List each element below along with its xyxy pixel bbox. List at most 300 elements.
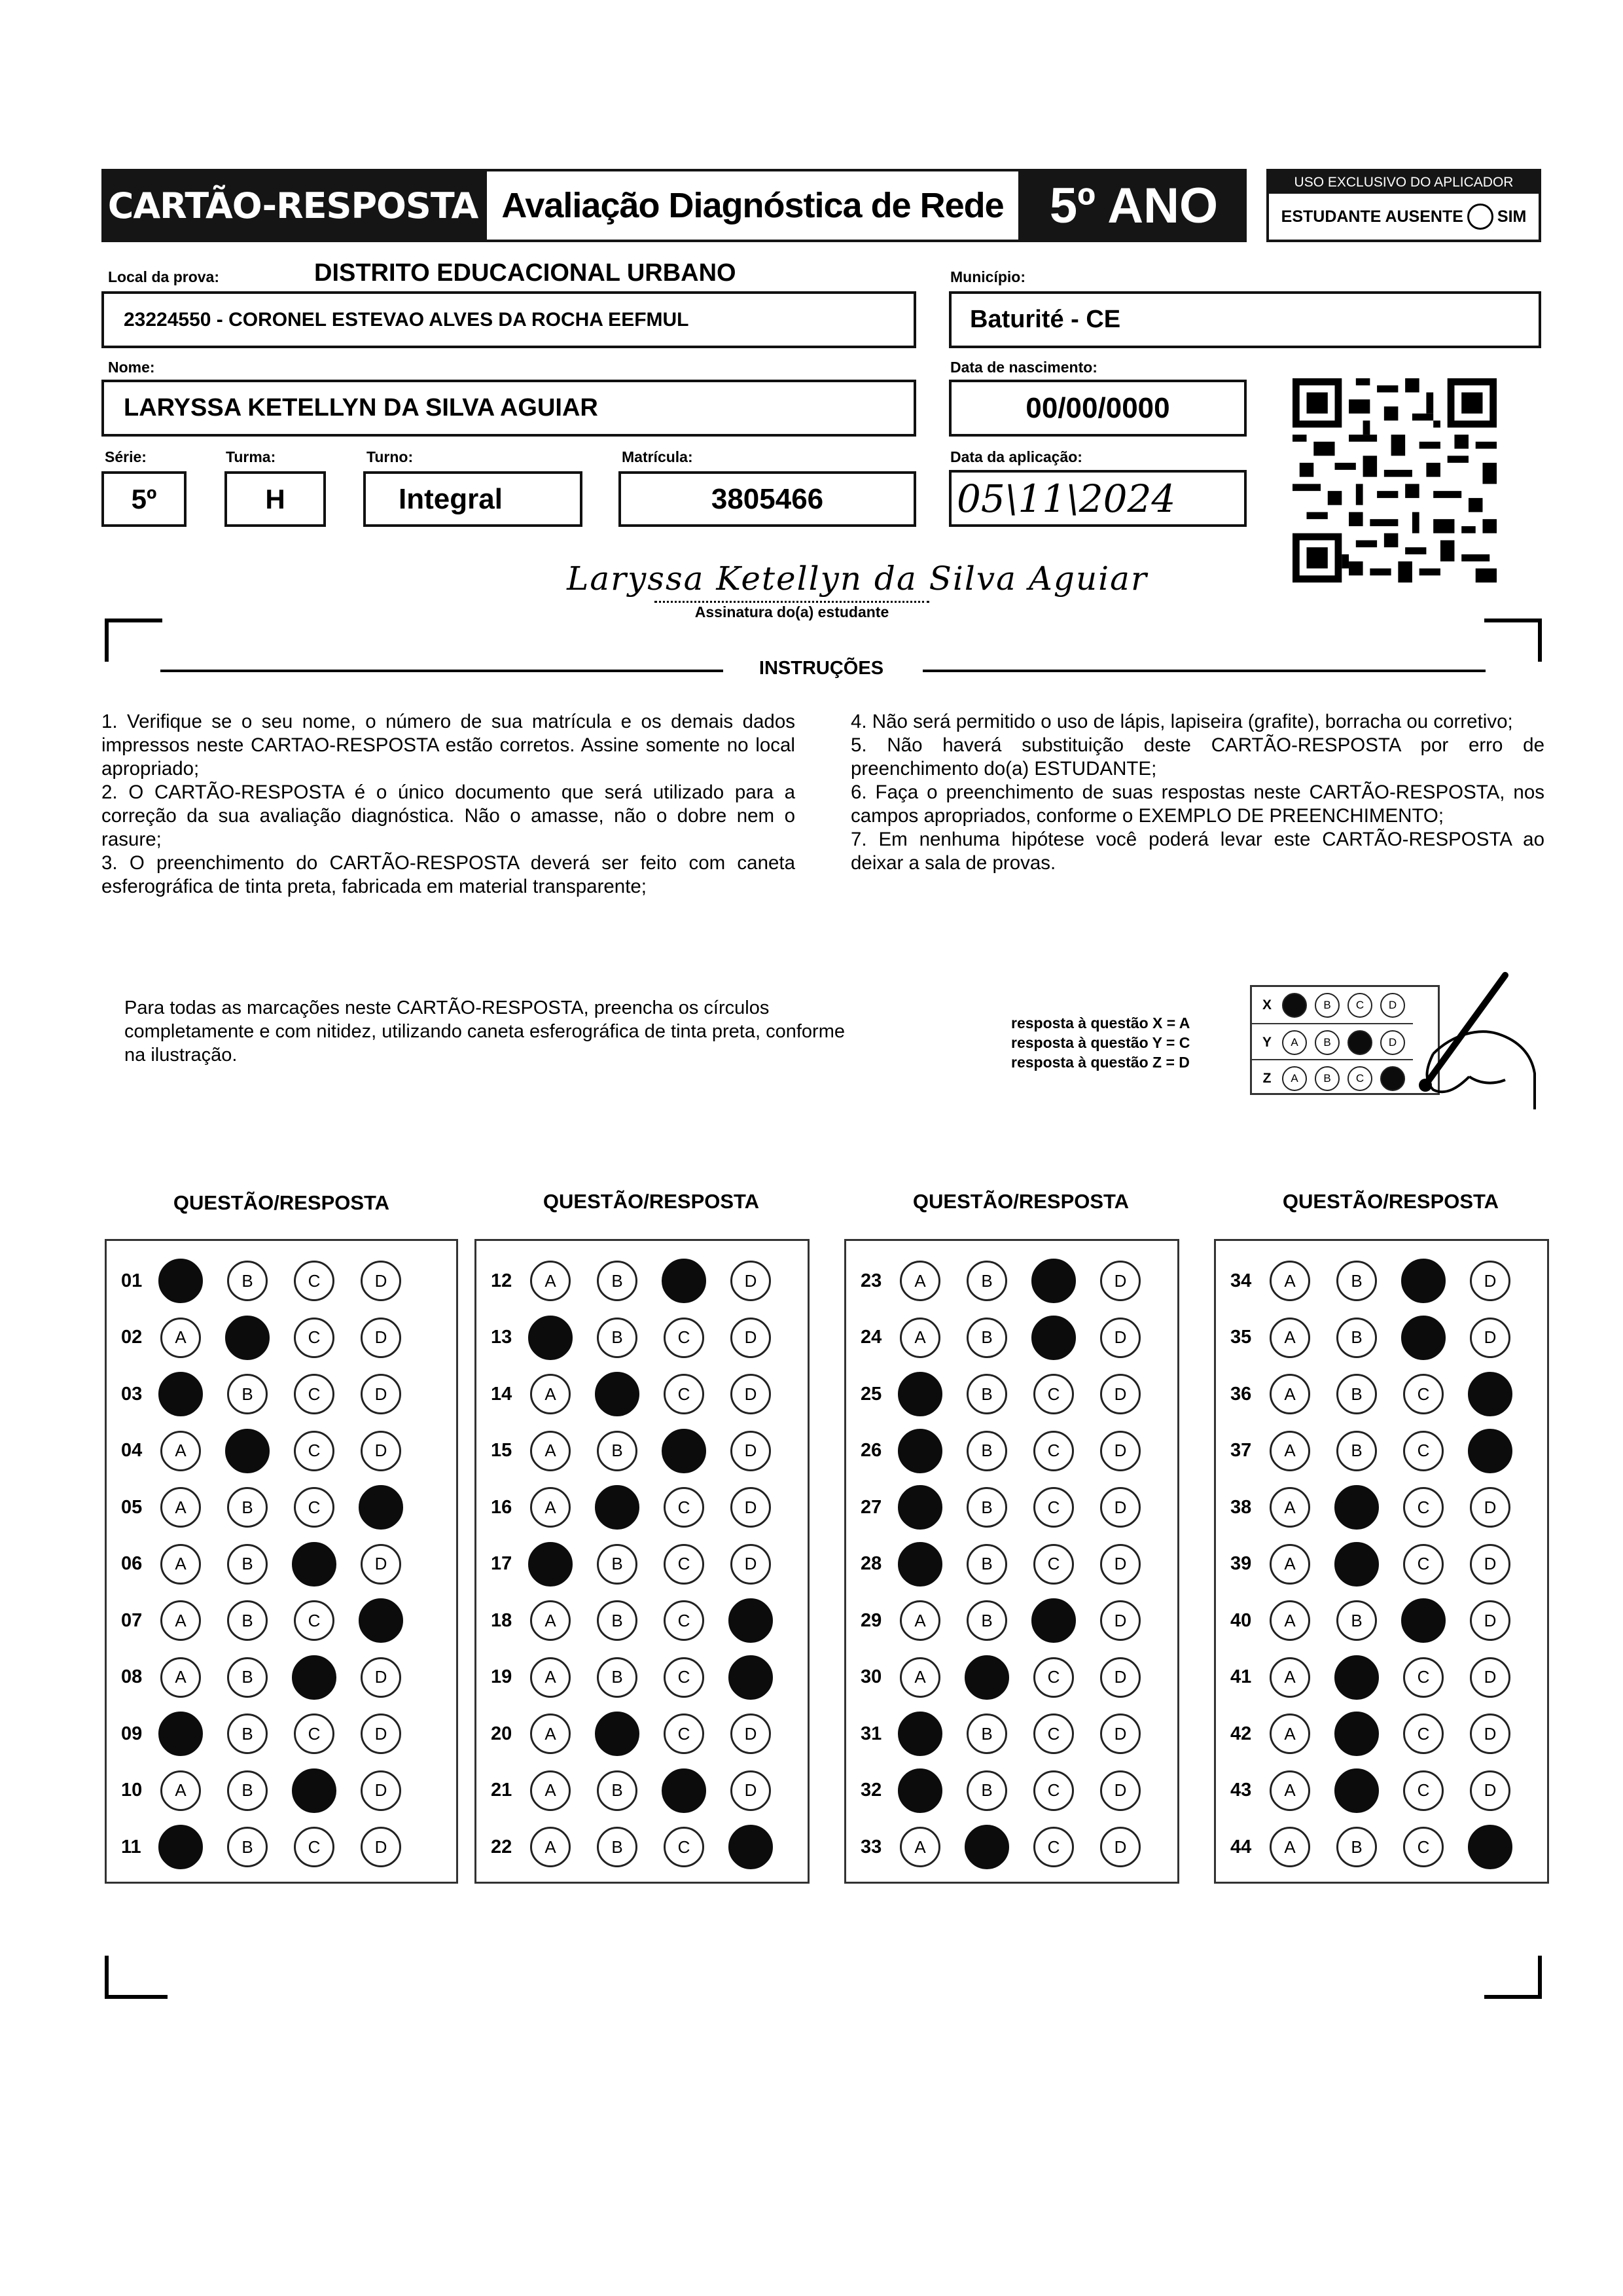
aplicacao-field[interactable] (949, 470, 1247, 527)
example-row (1252, 1023, 1413, 1061)
answer-bubble-c[interactable]: C (664, 1713, 704, 1754)
question-number: 16 (491, 1496, 512, 1518)
question-number: 19 (491, 1666, 512, 1687)
instructions-rule-right (923, 670, 1486, 672)
answer-bubble-b[interactable]: B (227, 1657, 268, 1698)
answer-bubble-c[interactable] (1031, 1598, 1076, 1643)
answer-bubble-c[interactable]: C (294, 1318, 334, 1358)
answer-bubble-a[interactable] (898, 1542, 942, 1587)
answer-bubble-c[interactable]: C (664, 1600, 704, 1641)
nascimento-value: 00/00/0000 (1026, 391, 1170, 424)
answer-bubble-d[interactable]: D (730, 1713, 771, 1754)
answer-row (1216, 1479, 1537, 1535)
answer-bubble-c[interactable]: C (664, 1544, 704, 1585)
question-number: 38 (1230, 1496, 1252, 1518)
answer-bubble-c[interactable] (662, 1259, 706, 1303)
answer-bubble-b[interactable]: B (227, 1261, 268, 1301)
instruction-item: 3. O preenchimento do CARTÃO-RESPOSTA deverá ser feito com caneta esferográfica de tinta preta, fabricada em material transparente; (101, 852, 795, 897)
question-number: 21 (491, 1780, 512, 1801)
answer-row (846, 1366, 1167, 1422)
answer-bubble-c[interactable]: C (1033, 1374, 1074, 1414)
answer-bubble-a[interactable]: A (1270, 1600, 1310, 1641)
serie-field[interactable] (101, 471, 187, 527)
answer-bubble-b[interactable]: B (597, 1827, 637, 1867)
answer-bubble-d[interactable] (1468, 1429, 1512, 1473)
answer-bubble-d[interactable] (1468, 1825, 1512, 1869)
answer-bubble-d[interactable]: D (361, 1374, 401, 1414)
answer-bubble-a[interactable]: A (530, 1487, 571, 1528)
answer-row (1216, 1423, 1537, 1479)
question-number: 09 (121, 1723, 143, 1744)
answer-bubble-a[interactable] (898, 1712, 942, 1756)
answer-bubble-a[interactable] (528, 1316, 573, 1360)
answer-bubble-d[interactable]: D (1470, 1487, 1510, 1528)
example-bubble-c (1347, 1030, 1372, 1055)
answer-row (1216, 1253, 1537, 1309)
answer-row (107, 1592, 427, 1649)
answer-bubble-b[interactable]: B (967, 1431, 1007, 1471)
answer-bubble-b[interactable]: B (1336, 1261, 1377, 1301)
answer-row (107, 1253, 427, 1309)
answer-row (107, 1763, 427, 1819)
answer-bubble-c[interactable] (662, 1429, 706, 1473)
answer-bubble-a[interactable]: A (530, 1657, 571, 1698)
question-number: 13 (491, 1327, 512, 1348)
answer-bubble-b[interactable]: B (597, 1657, 637, 1698)
answer-bubble-b[interactable]: B (967, 1770, 1007, 1811)
answer-bubble-c[interactable]: C (294, 1827, 334, 1867)
answer-panel-4 (1214, 1239, 1549, 1884)
answer-bubble-c[interactable] (1031, 1259, 1076, 1303)
answer-bubble-d[interactable]: D (361, 1827, 401, 1867)
question-number: 24 (861, 1327, 882, 1348)
answer-bubble-c[interactable]: C (294, 1431, 334, 1471)
answer-bubble-d[interactable]: D (1470, 1318, 1510, 1358)
answer-bubble-c[interactable] (292, 1542, 336, 1587)
answer-bubble-c[interactable]: C (1033, 1431, 1074, 1471)
answer-bubble-c[interactable]: C (1403, 1487, 1444, 1528)
answer-bubble-c[interactable]: C (1033, 1487, 1074, 1528)
instruction-item: 4. Não será permitido o uso de lápis, lapiseira (grafite), borracha ou corretivo; (851, 711, 1513, 732)
answer-bubble-a[interactable]: A (160, 1318, 201, 1358)
answer-bubble-b[interactable] (595, 1372, 639, 1416)
answer-bubble-b[interactable]: B (967, 1544, 1007, 1585)
answer-bubble-d[interactable]: D (1100, 1600, 1141, 1641)
answer-bubble-b[interactable]: B (1336, 1827, 1377, 1867)
question-number: 28 (861, 1553, 882, 1574)
answer-bubble-c[interactable]: C (1403, 1431, 1444, 1471)
answer-bubble-c[interactable]: C (294, 1487, 334, 1528)
fill-note: Para todas as marcações neste CARTÃO-RESPOSTA, preencha os círculos completamente e com nitidez, utilizando caneta esferográfica de tinta preta, conforme na ilustração. (124, 997, 845, 1066)
answer-bubble-b[interactable]: B (967, 1600, 1007, 1641)
answer-bubble-b[interactable] (1334, 1485, 1379, 1530)
answer-bubble-b[interactable] (1334, 1712, 1379, 1756)
answer-bubble-d[interactable]: D (1470, 1600, 1510, 1641)
answer-bubble-b[interactable]: B (227, 1544, 268, 1585)
school-field[interactable] (101, 291, 916, 348)
answer-bubble-c[interactable] (292, 1655, 336, 1700)
answer-bubble-c[interactable] (1401, 1598, 1446, 1643)
answer-bubble-a[interactable] (528, 1542, 573, 1587)
answer-bubble-c[interactable]: C (664, 1827, 704, 1867)
answer-bubble-a[interactable]: A (530, 1261, 571, 1301)
answer-bubble-a[interactable]: A (160, 1657, 201, 1698)
answer-bubble-b[interactable]: B (227, 1600, 268, 1641)
answer-bubble-b[interactable]: B (1336, 1318, 1377, 1358)
answer-bubble-a[interactable]: A (530, 1713, 571, 1754)
question-number: 15 (491, 1440, 512, 1461)
answer-row (107, 1310, 427, 1366)
answer-bubble-b[interactable]: B (597, 1431, 637, 1471)
answer-row (1216, 1763, 1537, 1819)
answer-row (1216, 1366, 1537, 1422)
section-title: QUESTÃO/RESPOSTA (543, 1190, 760, 1213)
answer-bubble-d[interactable]: D (730, 1431, 771, 1471)
answer-bubble-b[interactable]: B (227, 1770, 268, 1811)
question-number: 44 (1230, 1836, 1252, 1857)
answer-panel-1 (105, 1239, 458, 1884)
instructions-left (101, 710, 795, 899)
answer-bubble-a[interactable] (158, 1259, 203, 1303)
question-number: 10 (121, 1780, 143, 1801)
instruction-item: 1. Verifique se o seu nome, o número de sua matrícula e os demais dados impressos neste CARTAO-RESPOSTA estão corretos. Assine somente no local apropriado; (101, 711, 795, 780)
question-number: 17 (491, 1553, 512, 1574)
example-line: resposta à questão X = A (1011, 1014, 1190, 1031)
answer-bubble-c[interactable]: C (1403, 1374, 1444, 1414)
answer-bubble-b[interactable]: B (227, 1487, 268, 1528)
answer-row (476, 1536, 797, 1592)
answer-row (476, 1366, 797, 1422)
answer-row (476, 1423, 797, 1479)
question-number: 25 (861, 1383, 882, 1405)
answer-row (476, 1310, 797, 1366)
answer-bubble-d[interactable]: D (1100, 1487, 1141, 1528)
answer-bubble-c[interactable] (292, 1768, 336, 1813)
example-row (1252, 987, 1413, 1024)
answer-bubble-b[interactable]: B (967, 1487, 1007, 1528)
answer-bubble-c[interactable]: C (294, 1261, 334, 1301)
answer-bubble-c[interactable]: C (1033, 1770, 1074, 1811)
answer-bubble-c[interactable]: C (294, 1713, 334, 1754)
answer-bubble-a[interactable]: A (1270, 1713, 1310, 1754)
answer-bubble-b[interactable]: B (597, 1770, 637, 1811)
question-number: 42 (1230, 1723, 1252, 1744)
answer-row (107, 1536, 427, 1592)
answer-bubble-a[interactable]: A (1270, 1431, 1310, 1471)
answer-row (846, 1763, 1167, 1819)
answer-bubble-a[interactable] (158, 1372, 203, 1416)
answer-bubble-a[interactable]: A (530, 1431, 571, 1471)
answer-bubble-a[interactable] (898, 1768, 942, 1813)
answer-bubble-a[interactable]: A (160, 1600, 201, 1641)
example-row (1252, 1059, 1413, 1097)
answer-bubble-a[interactable] (898, 1429, 942, 1473)
answer-bubble-c[interactable]: C (1403, 1544, 1444, 1585)
answer-bubble-d[interactable]: D (1100, 1713, 1141, 1754)
answer-bubble-a[interactable]: A (1270, 1827, 1310, 1867)
answer-row (1216, 1592, 1537, 1649)
answer-bubble-c[interactable]: C (664, 1374, 704, 1414)
answer-bubble-a[interactable]: A (160, 1770, 201, 1811)
answer-row (107, 1819, 427, 1875)
question-number: 30 (861, 1666, 882, 1687)
answer-row (1216, 1706, 1537, 1762)
answer-bubble-d[interactable]: D (1100, 1544, 1141, 1585)
answer-bubble-a[interactable]: A (1270, 1374, 1310, 1414)
answer-bubble-d[interactable]: D (730, 1487, 771, 1528)
answer-bubble-c[interactable]: C (1033, 1544, 1074, 1585)
answer-bubble-d[interactable] (359, 1598, 403, 1643)
answer-bubble-c[interactable]: C (1403, 1770, 1444, 1811)
answer-bubble-b[interactable]: B (597, 1544, 637, 1585)
answer-bubble-b[interactable] (1334, 1542, 1379, 1587)
answer-bubble-b[interactable] (595, 1485, 639, 1530)
answer-bubble-a[interactable]: A (900, 1657, 940, 1698)
question-number: 26 (861, 1440, 882, 1461)
answer-bubble-a[interactable] (898, 1372, 942, 1416)
municipio-field[interactable] (949, 291, 1541, 348)
answer-row (846, 1706, 1167, 1762)
question-number: 20 (491, 1723, 512, 1744)
answer-bubble-a[interactable]: A (1270, 1318, 1310, 1358)
answer-bubble-c[interactable]: C (1403, 1713, 1444, 1754)
answer-bubble-b[interactable]: B (1336, 1374, 1377, 1414)
answer-bubble-a[interactable] (898, 1485, 942, 1530)
answer-bubble-b[interactable]: B (967, 1261, 1007, 1301)
answer-bubble-d[interactable]: D (1100, 1770, 1141, 1811)
answer-row (1216, 1819, 1537, 1875)
answer-row (846, 1592, 1167, 1649)
answer-row (846, 1479, 1167, 1535)
answer-bubble-d[interactable]: D (361, 1657, 401, 1698)
answer-bubble-d[interactable]: D (1100, 1318, 1141, 1358)
answer-bubble-b[interactable]: B (597, 1600, 637, 1641)
answer-bubble-c[interactable]: C (1403, 1827, 1444, 1867)
municipio-label: Município: (950, 268, 1026, 285)
answer-bubble-c[interactable]: C (664, 1487, 704, 1528)
matricula-field[interactable] (618, 471, 916, 527)
answer-bubble-a[interactable] (158, 1825, 203, 1869)
answer-panel-3 (844, 1239, 1179, 1884)
question-number: 41 (1230, 1666, 1252, 1687)
example-row-label: Y (1262, 1035, 1272, 1050)
answer-bubble-a[interactable]: A (900, 1827, 940, 1867)
turma-label: Turma: (226, 448, 276, 465)
instruction-item: 6. Faça o preenchimento de suas respostas neste CARTÃO-RESPOSTA, nos campos apropriados, conforme o EXEMPLO DE PREENCHIMENTO; (851, 781, 1544, 827)
question-number: 37 (1230, 1440, 1252, 1461)
example-bubble-c: C (1347, 993, 1372, 1018)
nascimento-label: Data de nascimento: (950, 359, 1097, 376)
answer-bubble-b[interactable] (225, 1316, 270, 1360)
answer-row (107, 1423, 427, 1479)
answer-bubble-d[interactable] (728, 1598, 773, 1643)
answer-bubble-a[interactable] (158, 1712, 203, 1756)
example-bubble-a (1282, 993, 1307, 1018)
answer-bubble-a[interactable]: A (530, 1600, 571, 1641)
local-value: DISTRITO EDUCACIONAL URBANO (314, 259, 736, 287)
answer-bubble-d[interactable]: D (361, 1544, 401, 1585)
answer-bubble-d[interactable] (728, 1655, 773, 1700)
answer-row (476, 1592, 797, 1649)
answer-bubble-d[interactable] (1468, 1372, 1512, 1416)
example-row-label: X (1262, 997, 1272, 1013)
answer-bubble-b[interactable]: B (227, 1374, 268, 1414)
answer-bubble-d[interactable]: D (361, 1318, 401, 1358)
answer-bubble-d[interactable]: D (730, 1374, 771, 1414)
question-number: 27 (861, 1496, 882, 1518)
answer-row (107, 1649, 427, 1706)
instructions-right (851, 710, 1544, 875)
turma-field[interactable] (224, 471, 326, 527)
answer-bubble-d[interactable]: D (1470, 1261, 1510, 1301)
instruction-item: 7. Em nenhuma hipótese você poderá levar este CARTÃO-RESPOSTA ao deixar a sala de provas. (851, 829, 1544, 874)
answer-bubble-d[interactable]: D (730, 1318, 771, 1358)
answer-bubble-c[interactable] (1031, 1316, 1076, 1360)
example-bubble-d (1380, 1066, 1405, 1091)
answer-bubble-c[interactable]: C (664, 1318, 704, 1358)
answer-bubble-a[interactable]: A (900, 1600, 940, 1641)
answer-bubble-b[interactable]: B (967, 1318, 1007, 1358)
answer-bubble-a[interactable]: A (1270, 1657, 1310, 1698)
answer-bubble-c[interactable]: C (1033, 1827, 1074, 1867)
answer-bubble-b[interactable] (965, 1825, 1009, 1869)
corner-mark-top-left (105, 619, 162, 662)
question-number: 33 (861, 1836, 882, 1857)
answer-bubble-d[interactable]: D (1100, 1431, 1141, 1471)
answer-bubble-b[interactable]: B (967, 1713, 1007, 1754)
answer-bubble-b[interactable] (965, 1655, 1009, 1700)
answer-bubble-a[interactable]: A (160, 1544, 201, 1585)
section-title: QUESTÃO/RESPOSTA (173, 1191, 390, 1214)
matricula-label: Matrícula: (622, 448, 693, 465)
answer-bubble-d[interactable]: D (361, 1261, 401, 1301)
serie-value: 5º (131, 483, 157, 514)
answer-row (846, 1423, 1167, 1479)
section-title: QUESTÃO/RESPOSTA (912, 1190, 1130, 1213)
grade-title: 5º ANO (1021, 169, 1247, 242)
answer-bubble-a[interactable]: A (1270, 1770, 1310, 1811)
answer-row (1216, 1310, 1537, 1366)
turno-label: Turno: (366, 448, 414, 465)
answer-bubble-a[interactable]: A (530, 1770, 571, 1811)
answer-bubble-b[interactable]: B (597, 1318, 637, 1358)
answer-bubble-a[interactable]: A (900, 1318, 940, 1358)
question-number: 01 (121, 1270, 143, 1291)
answer-bubble-b[interactable]: B (967, 1374, 1007, 1414)
answer-bubble-d[interactable]: D (1470, 1770, 1510, 1811)
answer-bubble-d[interactable]: D (1100, 1827, 1141, 1867)
matricula-value: 3805466 (711, 482, 824, 515)
example-row-label: Z (1262, 1071, 1272, 1086)
answer-bubble-d[interactable]: D (1100, 1261, 1141, 1301)
answer-bubble-d[interactable]: D (1470, 1713, 1510, 1754)
applicator-box (1266, 169, 1541, 242)
local-label: Local da prova: (108, 268, 219, 285)
answer-bubble-c[interactable]: C (664, 1657, 704, 1698)
answer-bubble-a[interactable]: A (530, 1827, 571, 1867)
answer-bubble-d[interactable]: D (730, 1770, 771, 1811)
answer-bubble-d[interactable]: D (361, 1770, 401, 1811)
answer-row (476, 1649, 797, 1706)
question-number: 36 (1230, 1383, 1252, 1405)
answer-bubble-b[interactable] (1334, 1768, 1379, 1813)
answer-row (846, 1536, 1167, 1592)
question-number: 18 (491, 1609, 512, 1631)
answer-bubble-b[interactable]: B (1336, 1431, 1377, 1471)
answer-bubble-a[interactable]: A (160, 1487, 201, 1528)
answer-bubble-a[interactable]: A (1270, 1261, 1310, 1301)
answer-bubble-b[interactable]: B (1336, 1600, 1377, 1641)
serie-label: Série: (105, 448, 147, 465)
answer-bubble-d[interactable]: D (1470, 1544, 1510, 1585)
answer-bubble-d[interactable]: D (1100, 1657, 1141, 1698)
answer-bubble-b[interactable] (595, 1712, 639, 1756)
answer-bubble-a[interactable]: A (900, 1261, 940, 1301)
instructions-rule-left (160, 670, 723, 672)
instruction-item: 5. Não haverá substituição deste CARTÃO-RESPOSTA por erro de preenchimento do(a) ESTUDANTE; (851, 734, 1544, 780)
answer-bubble-b[interactable]: B (227, 1713, 268, 1754)
answer-row (107, 1706, 427, 1762)
answer-bubble-b[interactable]: B (597, 1261, 637, 1301)
answer-bubble-a[interactable]: A (1270, 1544, 1310, 1585)
nome-field[interactable] (101, 380, 916, 437)
answer-bubble-d[interactable]: D (730, 1544, 771, 1585)
question-number: 07 (121, 1609, 143, 1631)
turno-value: Integral (399, 482, 503, 515)
answer-bubble-d[interactable]: D (730, 1261, 771, 1301)
section-title: QUESTÃO/RESPOSTA (1282, 1190, 1499, 1213)
answer-bubble-b[interactable] (1334, 1655, 1379, 1700)
question-number: 04 (121, 1440, 143, 1461)
answer-bubble-d[interactable]: D (361, 1431, 401, 1471)
question-number: 05 (121, 1496, 143, 1518)
answer-bubble-c[interactable] (1401, 1259, 1446, 1303)
answer-bubble-c[interactable]: C (294, 1374, 334, 1414)
answer-bubble-c[interactable]: C (1033, 1657, 1074, 1698)
answer-bubble-a[interactable]: A (1270, 1487, 1310, 1528)
absent-checkbox[interactable] (1467, 204, 1493, 230)
answer-row (107, 1479, 427, 1535)
nascimento-field[interactable] (949, 380, 1247, 437)
answer-bubble-b[interactable] (225, 1429, 270, 1473)
answer-bubble-a[interactable]: A (160, 1431, 201, 1471)
absent-yes-label: SIM (1497, 207, 1527, 226)
question-number: 32 (861, 1780, 882, 1801)
turno-field[interactable] (363, 471, 582, 527)
question-number: 40 (1230, 1609, 1252, 1631)
answer-bubble-d[interactable]: D (361, 1713, 401, 1754)
answer-bubble-c[interactable] (662, 1768, 706, 1813)
answer-bubble-b[interactable]: B (227, 1827, 268, 1867)
nome-label: Nome: (108, 359, 155, 376)
answer-bubble-c[interactable]: C (1403, 1657, 1444, 1698)
answer-bubble-d[interactable]: D (1100, 1374, 1141, 1414)
answer-bubble-d[interactable]: D (1470, 1657, 1510, 1698)
answer-bubble-d[interactable] (728, 1825, 773, 1869)
answer-bubble-c[interactable]: C (1033, 1713, 1074, 1754)
answer-bubble-d[interactable] (359, 1485, 403, 1530)
question-number: 31 (861, 1723, 882, 1744)
signature: Laryssa Ketellyn da Silva Aguiar (567, 560, 1148, 598)
answer-bubble-c[interactable] (1401, 1316, 1446, 1360)
corner-mark-top-right (1484, 619, 1542, 662)
municipio-value: Baturité - CE (970, 306, 1121, 333)
answer-bubble-a[interactable]: A (530, 1374, 571, 1414)
example-line: resposta à questão Y = C (1011, 1034, 1190, 1051)
answer-bubble-c[interactable]: C (294, 1600, 334, 1641)
example-bubble-a: A (1282, 1030, 1307, 1055)
question-number: 23 (861, 1270, 882, 1291)
